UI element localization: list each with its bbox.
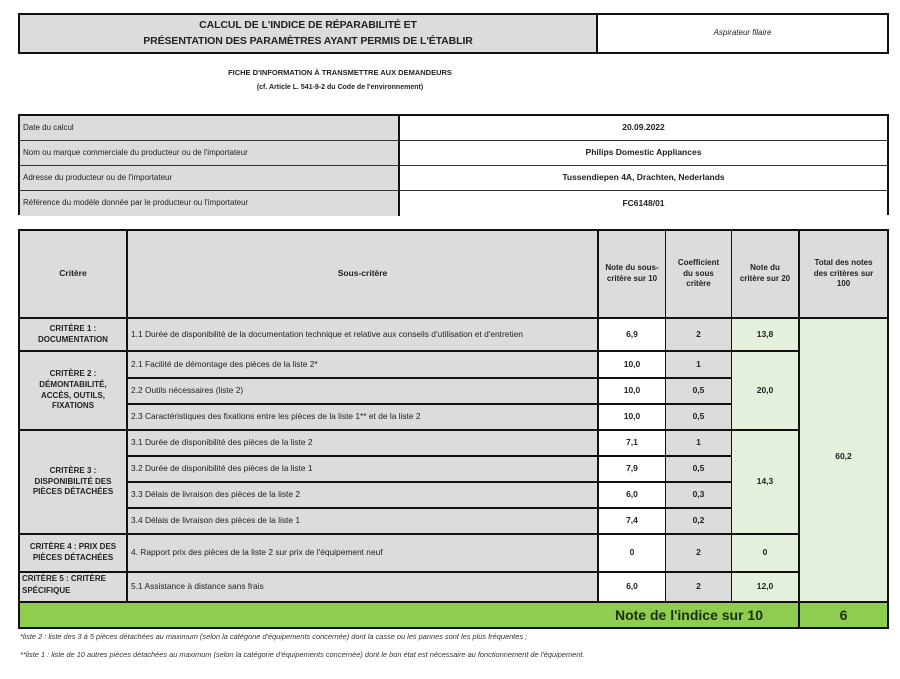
index-label: Note de l'indice sur 10 (580, 603, 800, 627)
info-value: FC6148/01 (400, 191, 887, 216)
subcriterion-4: 4. Rapport prix des pièces de la liste 2 sur prix de l'équipement neuf (128, 535, 599, 573)
coef-2-3: 0,5 (666, 405, 732, 431)
subtitle-line-2: (cf. Article L. 541-9-2 du Code de l'environnement) (256, 84, 424, 91)
info-value: Philips Domestic Appliances (400, 141, 887, 166)
note-3-4: 7,4 (599, 509, 666, 535)
subcriterion-2-1: 2.1 Facilité de démontage des pièces de la liste 2* (128, 352, 599, 379)
note-3-2: 7,9 (599, 457, 666, 483)
info-value: Tussendiepen 4A, Drachten, Nederlands (400, 166, 887, 191)
subcriterion-3-1: 3.1 Durée de disponibilité des pièces de la liste 2 (128, 431, 599, 457)
coef-3-1: 1 (666, 431, 732, 457)
header-sous-critere: Sous-critère (128, 231, 599, 319)
title-line-2: PRÉSENTATION DES PARAMÈTRES AYANT PERMIS DE L'ÉTABLIR (143, 34, 473, 47)
note-critere-3: 14,3 (732, 431, 800, 535)
index-value: 6 (839, 606, 848, 623)
info-label: Date du calcul (20, 116, 400, 141)
info-label: Référence du modèle donnée par le producteur ou l'importateur (20, 191, 400, 216)
note-critere-4: 0 (732, 535, 800, 573)
footnote-liste-1: **liste 1 : liste de 10 autres pièces détachées au maximum (selon la catégorie d'équipements concernée) dont le bon état est nécessaire au fonctionnement de l'équipement. (20, 650, 585, 659)
info-row-date (20, 116, 887, 141)
note-1-1: 6,9 (599, 319, 666, 352)
coef-2-1: 1 (666, 352, 732, 379)
info-label: Adresse du producteur ou de l'importateur (20, 166, 400, 191)
note-2-2: 10,0 (599, 379, 666, 405)
subtitle-line-1: FICHE D'INFORMATION À TRANSMETTRE AUX DEMANDEURS (228, 68, 452, 77)
note-4: 0 (599, 535, 666, 573)
info-row-model (20, 191, 887, 216)
criterion-2-label: CRITÈRE 2 : DÉMONTABILITÉ, ACCÈS, OUTILS, FIXATIONS (20, 352, 128, 431)
note-2-3: 10,0 (599, 405, 666, 431)
note-5-1: 6,0 (599, 573, 666, 601)
header-total: Total des notes des critères sur 100 (800, 231, 887, 319)
subcriterion-5-1: 5.1 Assistance à distance sans frais (128, 573, 599, 601)
info-row-producer (20, 141, 887, 166)
subcriterion-3-2: 3.2 Durée de disponibilité des pièces de la liste 1 (128, 457, 599, 483)
coef-1-1: 2 (666, 319, 732, 352)
coef-3-4: 0,2 (666, 509, 732, 535)
coef-5-1: 2 (666, 573, 732, 601)
subcriterion-3-4: 3.4 Délais de livraison des pièces de la liste 1 (128, 509, 599, 535)
note-2-1: 10,0 (599, 352, 666, 379)
product-type: Aspirateur filaire (598, 15, 887, 52)
header-coefficient: Coefficient du sous critère (666, 231, 732, 319)
note-critere-2: 20,0 (732, 352, 800, 431)
note-3-1: 7,1 (599, 431, 666, 457)
coef-4: 2 (666, 535, 732, 573)
index-row (20, 601, 887, 627)
subcriterion-1-1: 1.1 Durée de disponibilité de la documentation technique et relative aux conseils d'utilisation et d'entretien (128, 319, 599, 352)
subcriterion-2-2: 2.2 Outils nécessaires (liste 2) (128, 379, 599, 405)
criterion-4-label: CRITÈRE 4 : PRIX DES PIÈCES DÉTACHÉES (20, 535, 128, 573)
criterion-1-label: CRITÈRE 1 : DOCUMENTATION (20, 319, 128, 352)
title-box (18, 13, 889, 54)
header-critere: Critère (20, 231, 128, 319)
title-line-1: CALCUL DE L'INDICE DE RÉPARABILITÉ ET (199, 18, 417, 31)
note-critere-1: 13,8 (732, 319, 800, 352)
criterion-5-label: CRITÈRE 5 : CRITÈRE SPÉCIFIQUE (20, 573, 128, 601)
total-sur-100: 60,2 (800, 319, 887, 601)
header-note-critere: Note du critère sur 20 (732, 231, 800, 319)
subcriterion-2-3: 2.3 Caractéristiques des fixations entre les pièces de la liste 1** et de la liste 2 (128, 405, 599, 431)
criteria-table (18, 229, 889, 629)
criterion-3-label: CRITÈRE 3 : DISPONIBILITÉ DES PIÈCES DÉTACHÉES (20, 431, 128, 535)
header-note-sous-critere: Note du sous-critère sur 10 (599, 231, 666, 319)
footnote-liste-2: *liste 2 : liste des 3 à 5 pièces détachées au maximum (selon la catégorie d'équipements concernée) dont la casse ou les pannes sont les plus fréquentes ; (20, 632, 528, 641)
coef-2-2: 0,5 (666, 379, 732, 405)
note-3-3: 6,0 (599, 483, 666, 509)
subcriterion-3-3: 3.3 Délais de livraison des pièces de la liste 2 (128, 483, 599, 509)
info-value: 20.09.2022 (400, 116, 887, 141)
coef-3-2: 0,5 (666, 457, 732, 483)
info-table (18, 114, 889, 215)
info-label: Nom ou marque commerciale du producteur ou de l'importateur (20, 141, 400, 166)
coef-3-3: 0,3 (666, 483, 732, 509)
document-title (20, 15, 598, 52)
info-row-address (20, 166, 887, 191)
note-critere-5: 12,0 (732, 573, 800, 601)
